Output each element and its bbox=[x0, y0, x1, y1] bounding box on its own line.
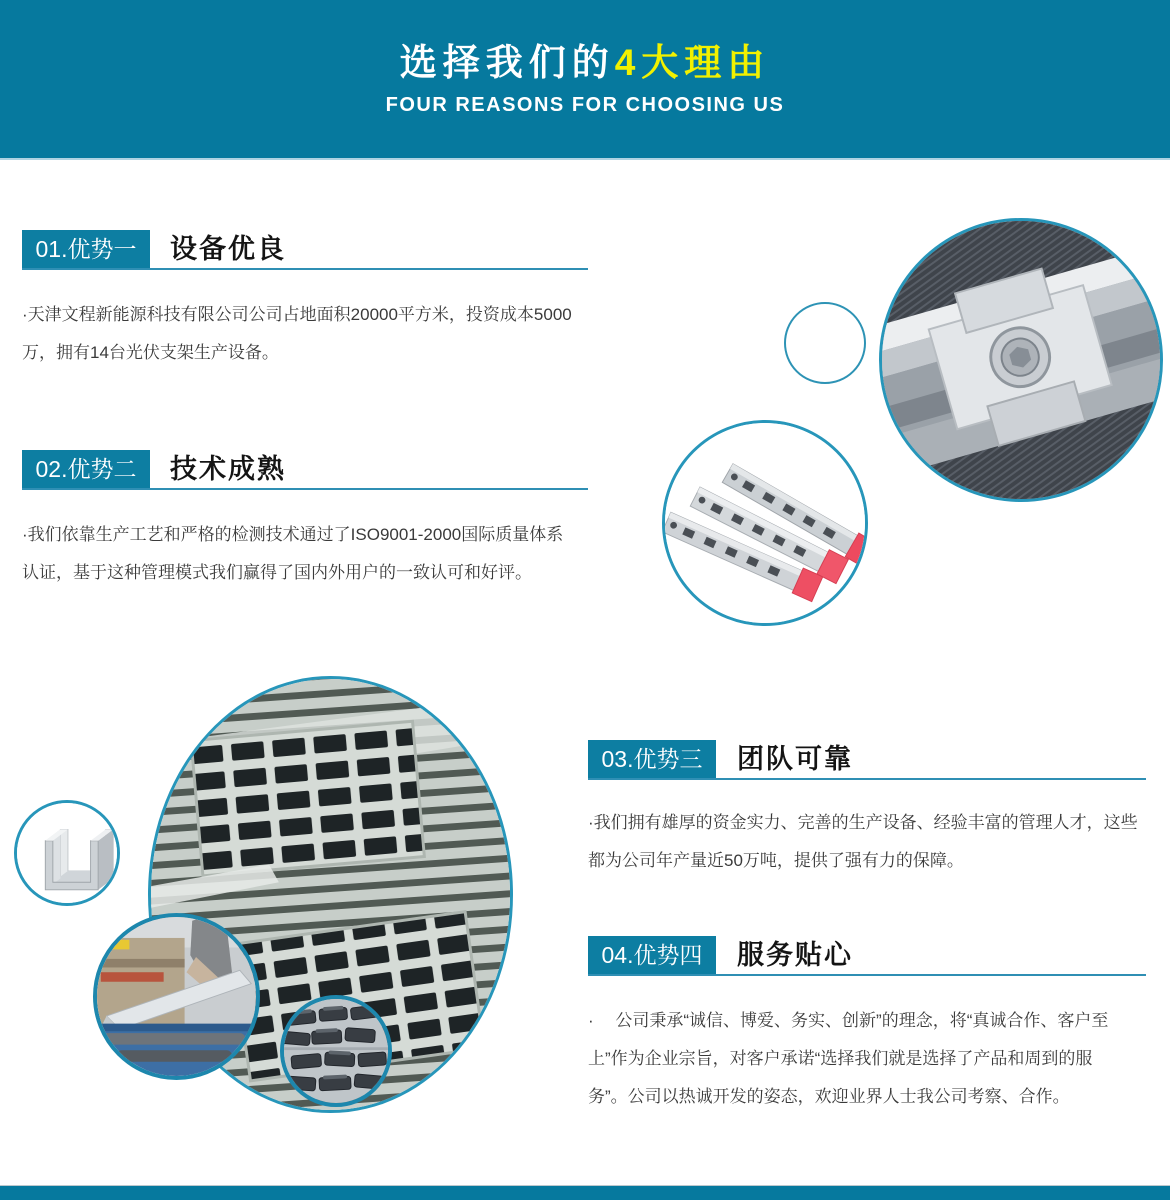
solar-clamp-photo-circle bbox=[879, 218, 1163, 502]
body-advantage-3 bbox=[588, 804, 1138, 880]
page-title-main: 选择我们的 bbox=[399, 42, 615, 84]
header-banner bbox=[0, 0, 1170, 160]
title-advantage-1: 设备优良 bbox=[170, 234, 286, 264]
body-advantage-4 bbox=[588, 1002, 1108, 1116]
body-line: ·天津文程新能源科技有限公司公司占地面积20000平方米，投资成本5000 bbox=[22, 305, 572, 324]
body-advantage-1 bbox=[22, 296, 572, 372]
decorative-empty-circle bbox=[784, 302, 866, 384]
badge-advantage-4: 04.优势四 bbox=[588, 936, 716, 974]
title-advantage-4: 服务贴心 bbox=[737, 940, 853, 970]
body-line: 认证，基于这种管理模式我们赢得了国内外用户的一致认可和好评。 bbox=[22, 563, 532, 582]
dark-steel-photo-circle bbox=[280, 995, 392, 1107]
footer-strip bbox=[0, 1185, 1170, 1200]
page-subtitle: FOUR REASONS FOR CHOOSING US bbox=[385, 93, 785, 116]
title-advantage-3: 团队可靠 bbox=[737, 744, 853, 774]
badge-advantage-1: 01.优势一 bbox=[22, 230, 150, 268]
body-line: · 公司秉承“诚信、博爱、务实、创新”的理念，将“真诚合作、客户至 bbox=[588, 1011, 1109, 1030]
page-title-highlight: 4大理由 bbox=[614, 42, 771, 84]
divider-advantage-2 bbox=[22, 488, 588, 490]
body-line: 务”。公司以热诚开发的姿态，欢迎业界人士我公司考察、合作。 bbox=[588, 1087, 1070, 1106]
body-line: ·我们拥有雄厚的资金实力、完善的生产设备、经验丰富的管理人才，这些 bbox=[588, 813, 1138, 832]
solar-clamp-photo bbox=[882, 221, 1160, 499]
body-advantage-2 bbox=[22, 516, 563, 592]
badge-advantage-2: 02.优势二 bbox=[22, 450, 150, 488]
divider-advantage-4 bbox=[588, 974, 1146, 976]
body-line: 万，拥有14台光伏支架生产设备。 bbox=[22, 343, 279, 362]
title-advantage-2: 技术成熟 bbox=[170, 454, 286, 484]
strut-photo bbox=[665, 423, 865, 623]
factory-machine-photo bbox=[97, 917, 256, 1076]
body-line: 都为公司年产量近50万吨，提供了强有力的保障。 bbox=[588, 851, 964, 870]
divider-advantage-1 bbox=[22, 268, 588, 270]
u-channel-photo bbox=[17, 803, 117, 903]
strut-photo-circle bbox=[662, 420, 868, 626]
divider-advantage-3 bbox=[588, 778, 1146, 780]
body-line: ·我们依靠生产工艺和严格的检测技术通过了ISO9001-2000国际质量体系 bbox=[22, 525, 564, 544]
u-channel-photo-circle bbox=[14, 800, 120, 906]
body-line: 上”作为企业宗旨，对客户承诺“选择我们就是选择了产品和周到的服 bbox=[588, 1049, 1093, 1068]
factory-machine-photo-circle bbox=[93, 913, 260, 1080]
badge-advantage-3: 03.优势三 bbox=[588, 740, 716, 778]
page-title bbox=[400, 41, 771, 85]
dark-steel-photo bbox=[284, 999, 388, 1103]
